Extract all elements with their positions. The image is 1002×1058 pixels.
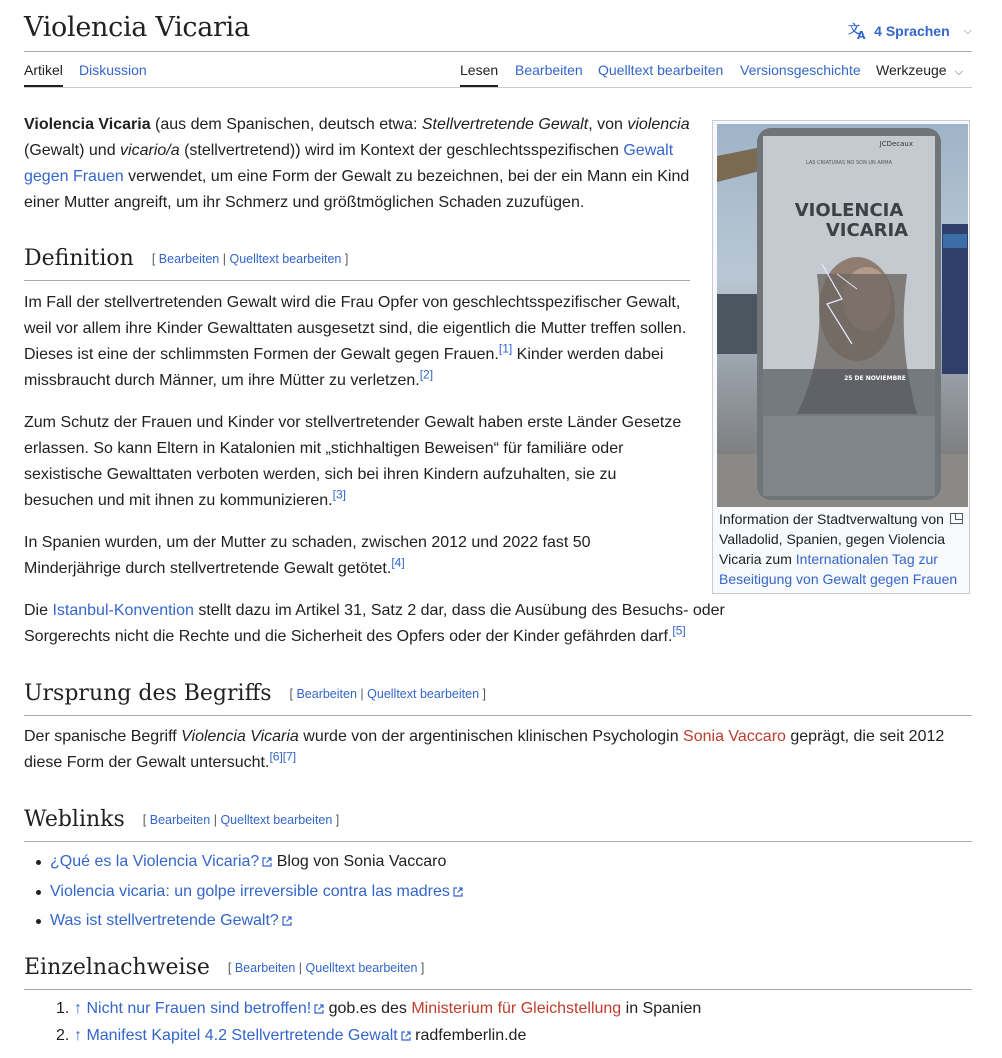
poster-date: 25 DE NOVIEMBRE	[844, 375, 906, 382]
reference-item	[24, 1023, 972, 1050]
edit-sep: |	[298, 961, 303, 975]
external-link-icon	[314, 1004, 324, 1014]
references-list	[24, 996, 972, 1050]
tools-label: Werkzeuge	[876, 62, 947, 78]
text: in Spanien	[621, 1000, 702, 1017]
text: geprägt, die seit 2012 diese Form der Gewalt untersucht.	[24, 728, 945, 771]
external-link-icon	[262, 857, 272, 867]
ref-1[interactable]: [1]	[498, 341, 513, 356]
link-istanbul-konvention[interactable]: Istanbul-Konvention	[52, 602, 194, 619]
link-internationaler-tag[interactable]: Internationalen Tag zur Beseitigung von Gewalt gegen Frauen	[719, 551, 958, 587]
svg-text:A: A	[857, 29, 866, 40]
definition-paragraph-4	[24, 598, 804, 650]
page-title: Violencia Vicaria	[24, 12, 250, 43]
ref-4[interactable]: [4]	[391, 555, 405, 570]
title-divider	[24, 51, 972, 52]
ref-6[interactable]: [6]	[269, 749, 283, 764]
poster-title-line-2: VICARIA	[825, 220, 909, 241]
tab-artikel[interactable]: Artikel	[24, 62, 63, 78]
external-link[interactable]: Nicht nur Frauen sind betroffen!	[86, 1000, 312, 1017]
ref-5[interactable]: [5]	[672, 623, 686, 638]
poster-title-line-1: VIOLENCIA	[794, 200, 904, 221]
text: Zum Schutz der Frauen und Kinder vor stellvertretender Gewalt haben erste Länder Gesetze erlassen. So kann Eltern in Katalonien mit „stichhaltigen Beweisen“ für familiäre oder sexistische Gewalttaten verboten werden, sich bei ihren Kindern aufzuhalten, sie zu besuchen und mit ihnen zu kommunizieren.	[24, 414, 682, 509]
heading-einzelnachweise	[24, 955, 972, 990]
text: Blog von Sonia Vaccaro	[272, 853, 447, 870]
definition-paragraph-3	[24, 530, 644, 582]
figure-box	[712, 120, 970, 594]
section-edit: [ Bearbeiten | Quelltext bearbeiten ]	[151, 252, 349, 266]
edit-link[interactable]: Bearbeiten	[234, 961, 296, 975]
reference-item	[24, 996, 972, 1023]
backlink-arrow[interactable]: ↑	[74, 1027, 82, 1044]
link-sonia-vaccaro[interactable]: Sonia Vaccaro	[683, 728, 786, 745]
figure-caption	[719, 509, 963, 589]
edit-link[interactable]: Bearbeiten	[158, 252, 220, 266]
text: gob.es des	[324, 1000, 412, 1017]
edit-source-link[interactable]: Quelltext bearbeiten	[229, 252, 342, 266]
poster-photo[interactable]	[717, 124, 968, 507]
heading-definition	[24, 246, 690, 281]
section-edit: [ Bearbeiten | Quelltext bearbeiten ]	[289, 687, 486, 701]
text: (Gewalt) und	[24, 142, 121, 159]
chevron-down-icon: ⌵	[963, 24, 972, 37]
text: Stellvertretende Gewalt	[421, 116, 589, 133]
heading-ursprung	[24, 681, 972, 716]
link-ministerium[interactable]: Ministerium für Gleichstellung	[411, 1000, 622, 1017]
list-item	[24, 879, 972, 909]
definition-paragraph-1	[24, 290, 692, 394]
tab-diskussion[interactable]: Diskussion	[79, 62, 147, 78]
text: Violencia Vicaria	[181, 728, 299, 745]
text: Der spanische Begriff	[24, 728, 182, 745]
intro-paragraph	[24, 112, 694, 216]
external-link-icon	[401, 1031, 411, 1041]
poster-brand: JCDecaux	[879, 140, 913, 148]
svg-text:文: 文	[848, 22, 861, 36]
tab-versionsgeschichte[interactable]: Versionsgeschichte	[740, 62, 861, 78]
ref-7[interactable]: [7]	[282, 749, 297, 764]
external-link[interactable]: Was ist stellvertretende Gewalt?	[50, 912, 279, 929]
external-link-icon	[282, 916, 292, 926]
list-item	[24, 849, 972, 879]
tab-lesen[interactable]: Lesen	[460, 62, 499, 78]
text: Die	[24, 602, 53, 619]
external-link-icon	[453, 887, 463, 897]
backlink-arrow[interactable]: ↑	[74, 1000, 82, 1017]
edit-sep: |	[222, 252, 226, 266]
language-count: 4 Sprachen	[874, 23, 950, 39]
edit-sep: |	[213, 813, 217, 827]
heading-text: Einzelnachweise	[24, 955, 210, 980]
edit-link[interactable]: Bearbeiten	[149, 813, 211, 827]
page-tabs	[24, 62, 972, 88]
ursprung-paragraph	[24, 724, 964, 776]
heading-text: Weblinks	[24, 807, 125, 832]
text: verwendet, um eine Form der Gewalt zu bezeichnen, bei der ein Mann ein Kind einer Mutter angreift, um ihr Schmerz und größtmöglichen Schaden zuzufügen.	[24, 168, 690, 211]
tab-bearbeiten[interactable]: Bearbeiten	[515, 62, 583, 78]
external-link[interactable]: Violencia vicaria: un golpe irreversible contra las madres	[50, 882, 450, 900]
text: (aus dem Spanischen, deutsch etwa:	[150, 116, 422, 133]
heading-text: Definition	[24, 246, 134, 271]
text: (stellvertretend)) wird im Kontext der geschlechtsspezifischen	[179, 142, 624, 159]
ref-2[interactable]: [2]	[419, 367, 434, 382]
poster-illustration	[717, 124, 968, 507]
enlarge-icon[interactable]	[950, 513, 963, 524]
tools-menu[interactable]	[876, 62, 963, 79]
language-button[interactable]	[848, 22, 972, 40]
section-edit: [ Bearbeiten | Quelltext bearbeiten ]	[142, 813, 340, 827]
ref-3[interactable]: [3]	[332, 487, 346, 502]
chevron-down-icon: ⌵	[954, 66, 963, 78]
section-edit: [ Bearbeiten | Quelltext bearbeiten ]	[227, 961, 425, 975]
text: violencia	[627, 116, 690, 133]
translate-icon	[848, 22, 868, 40]
weblinks-list	[24, 849, 972, 938]
heading-text: Ursprung des Begriffs	[24, 681, 272, 706]
text: radfemberlin.de	[410, 1027, 527, 1044]
definition-paragraph-2	[24, 410, 688, 514]
reference-number: 2.	[56, 1027, 70, 1044]
text: Kinder werden dabei missbraucht durch Männer, um ihre Mütter zu verletzen.	[24, 346, 664, 389]
text: , von	[588, 116, 628, 133]
poster-tagline: LAS CRIATURAS NO SON UN ARMA	[805, 160, 893, 166]
external-link[interactable]: Manifest Kapitel 4.2 Stellvertretende Gewalt	[86, 1027, 398, 1044]
list-item	[24, 908, 972, 938]
tab-quelltext-bearbeiten[interactable]: Quelltext bearbeiten	[598, 62, 724, 78]
text: In Spanien wurden, um der Mutter zu schaden, zwischen 2012 und 2022 fast 50 Minderjährige durch stellvertretende Gewalt getötet.	[24, 534, 591, 577]
heading-weblinks	[24, 807, 972, 842]
edit-source-link[interactable]: Quelltext bearbeiten	[367, 687, 480, 701]
tabs-divider	[24, 87, 972, 88]
edit-sep: |	[360, 687, 364, 701]
text: Information der Stadtverwaltung von Valladolid, Spanien, gegen Violencia Vicaria zum	[719, 511, 945, 567]
link-gewalt-gegen-frauen[interactable]: Gewalt gegen Frauen	[24, 142, 674, 185]
edit-link[interactable]: Bearbeiten	[296, 687, 357, 701]
lemma: Violencia Vicaria	[24, 116, 151, 133]
edit-source-link[interactable]: Quelltext bearbeiten	[305, 961, 418, 975]
text: Im Fall der stellvertretenden Gewalt wird die Frau Opfer von geschlechtsspezifischer Gewalt, weil vor allem ihre Kinder Gewalttaten ausgesetzt sind, die eigentlich die Mutter treffen sollen. Dieses ist eine der schlimmsten Formen der Gewalt gegen Frauen.	[24, 294, 687, 363]
text: wurde von der argentinischen klinischen Psychologin	[298, 728, 684, 745]
text: vicario/a	[120, 142, 180, 159]
edit-source-link[interactable]: Quelltext bearbeiten	[220, 813, 333, 827]
external-link[interactable]: ¿Qué es la Violencia Vicaria?	[50, 853, 260, 870]
reference-number: 1.	[56, 1000, 70, 1017]
text: stellt dazu im Artikel 31, Satz 2 dar, dass die Ausübung des Besuchs- oder Sorgerechts nicht die Rechte und die Sicherheit des Opfers oder der Kinder gefährden darf.	[24, 602, 725, 645]
